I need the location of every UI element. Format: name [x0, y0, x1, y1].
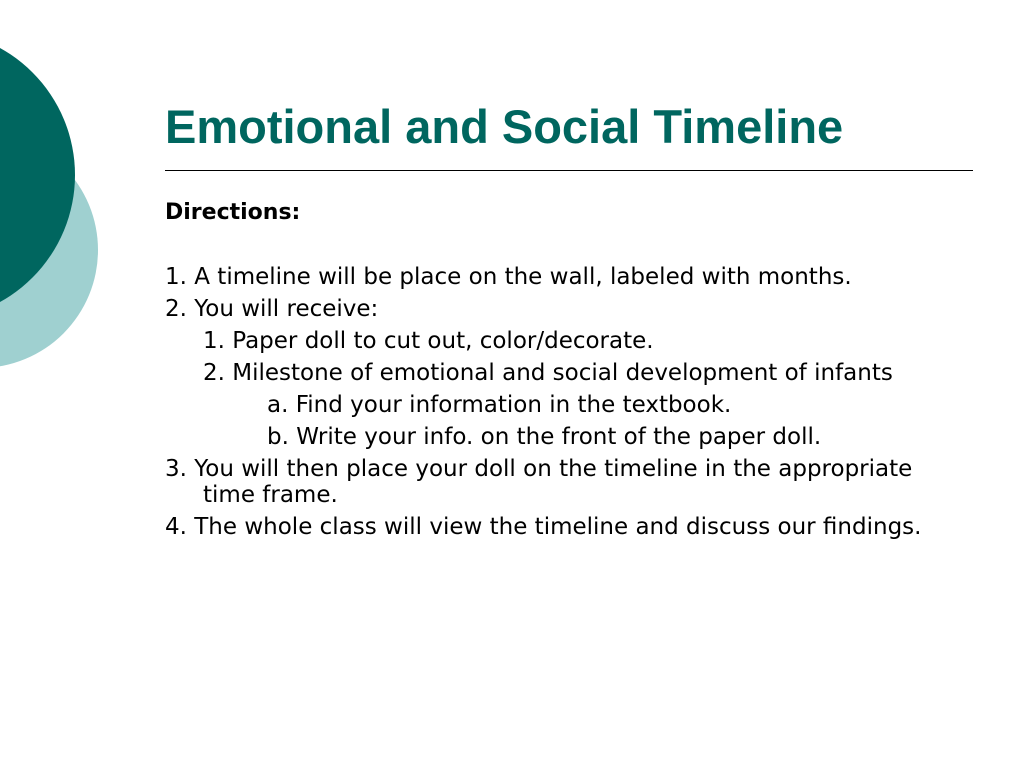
list-item: 2. You will receive: — [165, 296, 379, 322]
slide-body — [165, 200, 965, 546]
slide-title: Emotional and Social Timeline — [165, 100, 844, 153]
list-item: 4. The whole class will view the timeline and discuss our findings. — [165, 514, 922, 540]
list-item: 3. You will then place your doll on the timeline in the appropriate time frame. — [165, 456, 913, 508]
list-item: 1. Paper doll to cut out, color/decorate. — [203, 328, 654, 354]
list-item: a. Find your information in the textbook. — [267, 392, 732, 418]
list-item: 1. A timeline will be place on the wall, labeled with months. — [165, 264, 852, 290]
directions-heading: Directions: — [165, 200, 301, 225]
decorative-circles — [0, 0, 110, 420]
list-item: 2. Milestone of emotional and social development of infants — [203, 360, 893, 386]
directions-list — [165, 264, 965, 540]
title-divider — [165, 170, 973, 171]
list-item: b. Write your info. on the front of the paper doll. — [267, 424, 822, 450]
